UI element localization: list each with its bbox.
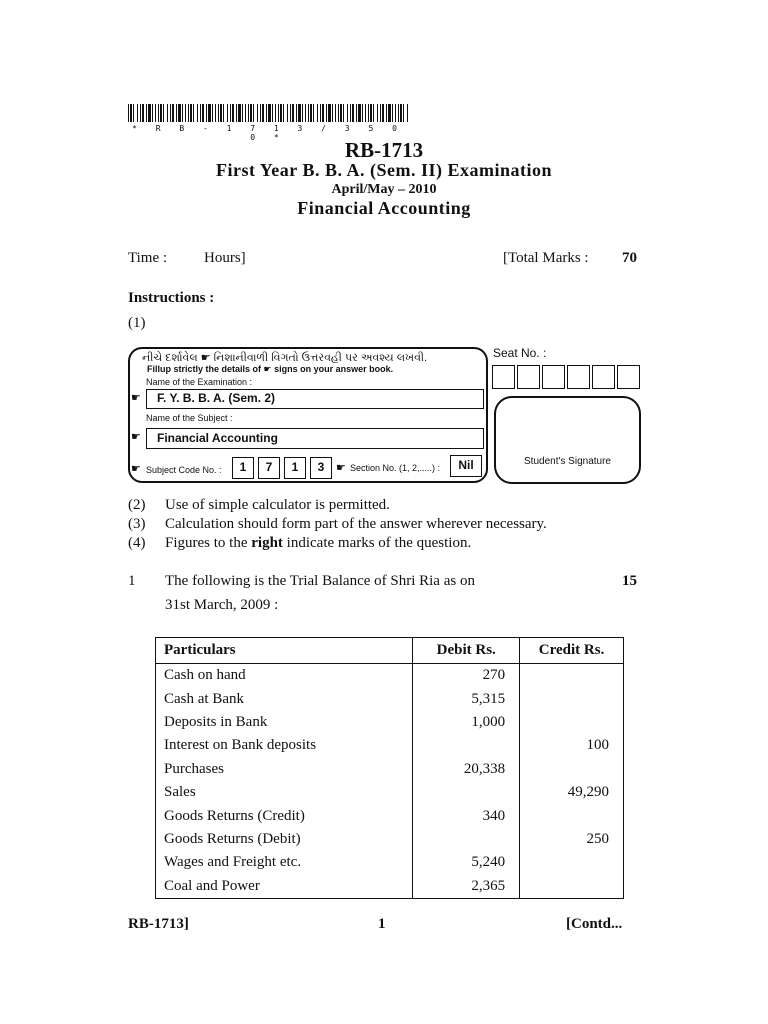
page-number: 1 bbox=[378, 916, 386, 932]
subject-code-digit: 1 bbox=[232, 457, 254, 479]
instructions-heading: Instructions : bbox=[128, 290, 215, 306]
table-row bbox=[156, 851, 624, 874]
seat-no-box bbox=[542, 365, 565, 389]
paper-code: RB-1713 bbox=[344, 138, 424, 162]
credit-cell bbox=[520, 711, 624, 734]
hours-label: Hours] bbox=[204, 250, 246, 266]
instruction-text-part: Figures to the bbox=[165, 535, 248, 551]
table-row bbox=[156, 758, 624, 781]
barcode-text: * R B - 1 7 1 3 / 3 5 0 0 * bbox=[132, 124, 404, 142]
exam-name-field: F. Y. B. B. A. (Sem. 2) bbox=[146, 389, 484, 409]
table-row bbox=[156, 804, 624, 827]
credit-cell bbox=[520, 687, 624, 710]
particular-cell: Interest on Bank deposits bbox=[156, 734, 413, 757]
seat-no-box bbox=[517, 365, 540, 389]
table-row bbox=[156, 781, 624, 804]
particular-cell: Cash on hand bbox=[156, 664, 413, 688]
seat-no-box bbox=[567, 365, 590, 389]
particular-cell: Coal and Power bbox=[156, 875, 413, 899]
table-row bbox=[156, 687, 624, 710]
debit-cell: 5,240 bbox=[413, 851, 520, 874]
subject-code-digit: 7 bbox=[258, 457, 280, 479]
credit-cell: 100 bbox=[520, 734, 624, 757]
credit-cell bbox=[520, 875, 624, 899]
exam-title: First Year B. B. A. (Sem. II) Examination bbox=[215, 160, 552, 180]
table-row bbox=[156, 828, 624, 851]
instruction-1-num: (1) bbox=[128, 315, 146, 331]
instruction-bold-word: right bbox=[251, 535, 283, 551]
pointing-hand-icon: ☛ bbox=[131, 431, 141, 443]
particular-cell: Purchases bbox=[156, 758, 413, 781]
debit-cell: 20,338 bbox=[413, 758, 520, 781]
continued-label: [Contd... bbox=[566, 916, 623, 932]
signature-label: Student's Signature bbox=[524, 456, 611, 467]
seat-no-box bbox=[492, 365, 515, 389]
table-header-row bbox=[156, 638, 624, 664]
debit-cell bbox=[413, 781, 520, 804]
question-marks: 15 bbox=[622, 573, 637, 589]
instruction-num: (4) bbox=[128, 535, 146, 551]
debit-cell: 270 bbox=[413, 664, 520, 688]
column-header: Credit Rs. bbox=[520, 638, 624, 664]
exam-date: April/May – 2010 bbox=[331, 182, 437, 197]
pointing-hand-icon: ☛ bbox=[131, 463, 141, 475]
credit-cell bbox=[520, 664, 624, 688]
particular-cell: Sales bbox=[156, 781, 413, 804]
instruction-text: Calculation should form part of the answer wherever necessary. bbox=[165, 516, 547, 532]
instruction-text-part: indicate marks of the question. bbox=[286, 535, 472, 551]
question-number: 1 bbox=[128, 573, 136, 589]
debit-cell: 5,315 bbox=[413, 687, 520, 710]
subject-name-field: Financial Accounting bbox=[146, 428, 484, 449]
table-row bbox=[156, 734, 624, 757]
instruction-num: (3) bbox=[128, 516, 146, 532]
total-marks-label: [Total Marks : bbox=[503, 250, 589, 266]
debit-cell: 2,365 bbox=[413, 875, 520, 899]
exam-name-label: Name of the Examination : bbox=[146, 377, 253, 387]
credit-cell bbox=[520, 758, 624, 781]
particular-cell: Goods Returns (Credit) bbox=[156, 804, 413, 827]
question-text-line2: 31st March, 2009 : bbox=[165, 597, 279, 613]
gujarati-instruction: નીચે દર્શાવેલ ☛ નિશાનીવાળી વિગતો ઉત્તરવહી પર અવશ્ય લખવી. bbox=[142, 352, 428, 364]
seat-no-box bbox=[617, 365, 640, 389]
question-text-line1: The following is the Trial Balance of Shri Ria as on bbox=[165, 573, 475, 589]
table-row bbox=[156, 875, 624, 899]
trial-balance-table bbox=[155, 637, 624, 899]
debit-cell bbox=[413, 734, 520, 757]
particular-cell: Cash at Bank bbox=[156, 687, 413, 710]
time-label: Time : bbox=[128, 250, 168, 266]
debit-cell: 1,000 bbox=[413, 711, 520, 734]
particular-cell: Deposits in Bank bbox=[156, 711, 413, 734]
section-value: Nil bbox=[450, 455, 482, 477]
debit-cell: 340 bbox=[413, 804, 520, 827]
seat-no-label: Seat No. : bbox=[493, 346, 547, 360]
credit-cell: 49,290 bbox=[520, 781, 624, 804]
particular-cell: Goods Returns (Debit) bbox=[156, 828, 413, 851]
signature-box bbox=[494, 396, 641, 484]
subject-name-label: Name of the Subject : bbox=[146, 413, 233, 423]
subject-code-digit: 1 bbox=[284, 457, 306, 479]
seat-no-box bbox=[592, 365, 615, 389]
subject-title: Financial Accounting bbox=[297, 198, 471, 218]
credit-cell bbox=[520, 851, 624, 874]
barcode bbox=[128, 104, 408, 122]
column-header: Particulars bbox=[156, 638, 413, 664]
section-label: Section No. (1, 2,.....) : bbox=[350, 463, 441, 473]
subject-code-label: Subject Code No. : bbox=[146, 465, 222, 475]
table-row bbox=[156, 664, 624, 688]
pointing-hand-icon: ☛ bbox=[131, 392, 141, 404]
subject-code-digit: 3 bbox=[310, 457, 332, 479]
pointing-hand-icon: ☛ bbox=[336, 462, 346, 474]
instruction-text: Use of simple calculator is permitted. bbox=[165, 497, 390, 513]
credit-cell: 250 bbox=[520, 828, 624, 851]
total-marks-value: 70 bbox=[622, 250, 637, 266]
debit-cell bbox=[413, 828, 520, 851]
instruction-text bbox=[165, 535, 471, 552]
credit-cell bbox=[520, 804, 624, 827]
instruction-num: (2) bbox=[128, 497, 146, 513]
column-header: Debit Rs. bbox=[413, 638, 520, 664]
particular-cell: Wages and Freight etc. bbox=[156, 851, 413, 874]
fillup-instruction: Fillup strictly the details of ☛ signs on your answer book. bbox=[147, 364, 394, 374]
footer-code: RB-1713] bbox=[128, 916, 189, 932]
table-row bbox=[156, 711, 624, 734]
